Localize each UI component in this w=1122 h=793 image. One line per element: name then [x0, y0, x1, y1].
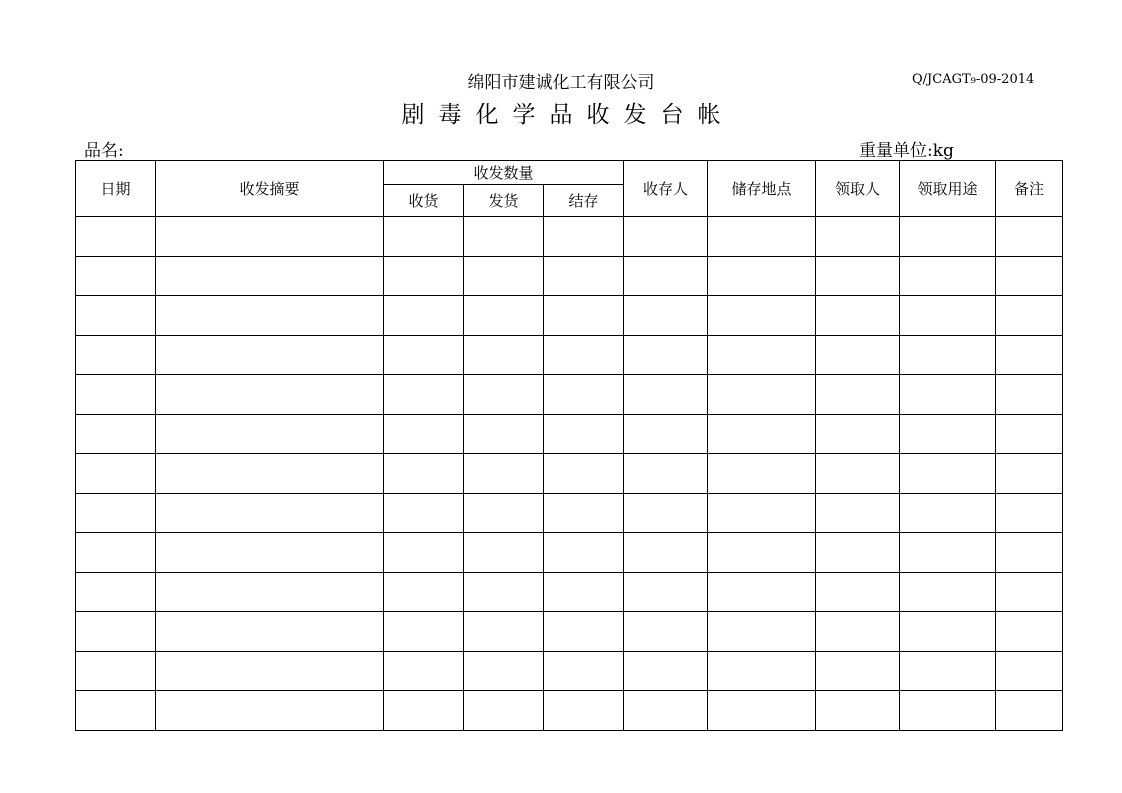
table-cell: [708, 691, 816, 731]
table-cell: [708, 375, 816, 415]
table-cell: [544, 375, 624, 415]
table-cell: [996, 454, 1063, 494]
table-cell: [996, 256, 1063, 296]
table-cell: [156, 691, 384, 731]
product-name-label: 品名:: [84, 141, 124, 161]
table-cell: [384, 533, 464, 573]
table-cell: [900, 335, 996, 375]
table-cell: [76, 217, 156, 257]
table-cell: [624, 217, 708, 257]
table-cell: [816, 375, 900, 415]
table-cell: [900, 296, 996, 336]
table-cell: [544, 533, 624, 573]
table-cell: [996, 533, 1063, 573]
table-cell: [624, 414, 708, 454]
table-cell: [384, 493, 464, 533]
table-cell: [156, 296, 384, 336]
header-keeper: 收存人: [624, 161, 708, 217]
table-row: [76, 217, 1063, 257]
table-cell: [384, 217, 464, 257]
table-cell: [816, 454, 900, 494]
table-cell: [996, 612, 1063, 652]
table-cell: [384, 691, 464, 731]
table-cell: [76, 691, 156, 731]
table-cell: [708, 651, 816, 691]
table-cell: [996, 375, 1063, 415]
document-title: 剧毒化学品收发台帐: [401, 102, 735, 128]
table-cell: [900, 375, 996, 415]
header-date: 日期: [76, 161, 156, 217]
table-cell: [464, 533, 544, 573]
table-cell: [464, 612, 544, 652]
table-cell: [464, 691, 544, 731]
table-cell: [464, 375, 544, 415]
table-cell: [900, 493, 996, 533]
table-cell: [900, 691, 996, 731]
header-quantity: 收发数量: [384, 161, 624, 185]
table-cell: [708, 572, 816, 612]
table-cell: [156, 533, 384, 573]
table-cell: [464, 454, 544, 494]
table-cell: [816, 651, 900, 691]
table-cell: [900, 533, 996, 573]
table-cell: [624, 691, 708, 731]
table-row: [76, 493, 1063, 533]
table-cell: [544, 256, 624, 296]
header-location: 储存地点: [708, 161, 816, 217]
table-cell: [76, 493, 156, 533]
table-cell: [544, 572, 624, 612]
header-receive: 收货: [384, 185, 464, 217]
table-cell: [76, 651, 156, 691]
table-cell: [544, 493, 624, 533]
table-cell: [544, 454, 624, 494]
table-cell: [156, 335, 384, 375]
table-cell: [624, 572, 708, 612]
table-cell: [624, 612, 708, 652]
table-cell: [76, 572, 156, 612]
table-cell: [624, 375, 708, 415]
table-row: [76, 256, 1063, 296]
table-cell: [816, 335, 900, 375]
table-cell: [816, 414, 900, 454]
table-cell: [816, 691, 900, 731]
table-cell: [996, 572, 1063, 612]
table-cell: [384, 375, 464, 415]
table-row: [76, 533, 1063, 573]
table-cell: [384, 572, 464, 612]
table-cell: [900, 651, 996, 691]
table-cell: [708, 454, 816, 494]
table-cell: [384, 651, 464, 691]
table-cell: [816, 256, 900, 296]
table-cell: [544, 691, 624, 731]
table-cell: [464, 296, 544, 336]
table-cell: [156, 217, 384, 257]
table-cell: [624, 533, 708, 573]
table-cell: [900, 256, 996, 296]
table-cell: [996, 651, 1063, 691]
table-cell: [76, 375, 156, 415]
table-cell: [996, 493, 1063, 533]
header-summary: 收发摘要: [156, 161, 384, 217]
table-cell: [464, 256, 544, 296]
table-cell: [996, 296, 1063, 336]
table-cell: [76, 335, 156, 375]
table-cell: [816, 612, 900, 652]
table-cell: [156, 651, 384, 691]
ledger-table: [75, 160, 1063, 731]
table-cell: [464, 217, 544, 257]
table-cell: [156, 572, 384, 612]
table-row: [76, 691, 1063, 731]
table-row: [76, 612, 1063, 652]
table-cell: [900, 217, 996, 257]
table-row: [76, 454, 1063, 494]
table-row: [76, 572, 1063, 612]
table-cell: [156, 493, 384, 533]
table-cell: [708, 533, 816, 573]
table-cell: [816, 533, 900, 573]
table-cell: [544, 335, 624, 375]
table-cell: [384, 335, 464, 375]
table-cell: [544, 612, 624, 652]
table-row: [76, 414, 1063, 454]
table-cell: [156, 375, 384, 415]
table-cell: [464, 651, 544, 691]
table-cell: [464, 493, 544, 533]
header-balance: 结存: [544, 185, 624, 217]
table-cell: [708, 296, 816, 336]
table-cell: [900, 612, 996, 652]
table-cell: [708, 335, 816, 375]
table-cell: [76, 533, 156, 573]
table-cell: [624, 296, 708, 336]
table-cell: [76, 612, 156, 652]
table-cell: [708, 612, 816, 652]
table-cell: [816, 572, 900, 612]
table-cell: [384, 296, 464, 336]
table-cell: [156, 414, 384, 454]
table-cell: [900, 572, 996, 612]
table-cell: [708, 414, 816, 454]
table-cell: [624, 493, 708, 533]
table-cell: [624, 454, 708, 494]
table-cell: [900, 454, 996, 494]
table-cell: [996, 217, 1063, 257]
table-cell: [816, 217, 900, 257]
table-cell: [544, 296, 624, 336]
header-recipient: 领取人: [816, 161, 900, 217]
company-name: 绵阳市建诚化工有限公司: [467, 73, 655, 93]
table-cell: [76, 296, 156, 336]
table-cell: [464, 572, 544, 612]
table-cell: [384, 612, 464, 652]
table-cell: [816, 493, 900, 533]
table-cell: [624, 256, 708, 296]
document-code: Q/JCAGT₉-09-2014: [912, 72, 1035, 87]
table-cell: [708, 256, 816, 296]
table-cell: [996, 691, 1063, 731]
table-row: [76, 375, 1063, 415]
table-cell: [76, 454, 156, 494]
header-issue: 发货: [464, 185, 544, 217]
table-cell: [816, 296, 900, 336]
table-cell: [76, 414, 156, 454]
table-row: [76, 335, 1063, 375]
header-purpose: 领取用途: [900, 161, 996, 217]
table-cell: [708, 217, 816, 257]
table-cell: [544, 414, 624, 454]
table-cell: [624, 651, 708, 691]
table-cell: [708, 493, 816, 533]
table-cell: [464, 414, 544, 454]
header-remarks: 备注: [996, 161, 1063, 217]
table-cell: [900, 414, 996, 454]
table-cell: [384, 414, 464, 454]
table-cell: [156, 454, 384, 494]
table-cell: [624, 335, 708, 375]
weight-unit-label: 重量单位:kg: [859, 141, 954, 161]
table-cell: [996, 335, 1063, 375]
table-cell: [996, 414, 1063, 454]
table-row: [76, 651, 1063, 691]
table-cell: [156, 256, 384, 296]
table-row: [76, 296, 1063, 336]
table-cell: [76, 256, 156, 296]
table-cell: [384, 256, 464, 296]
table-cell: [544, 217, 624, 257]
table-cell: [156, 612, 384, 652]
table-cell: [384, 454, 464, 494]
table-cell: [464, 335, 544, 375]
table-cell: [544, 651, 624, 691]
